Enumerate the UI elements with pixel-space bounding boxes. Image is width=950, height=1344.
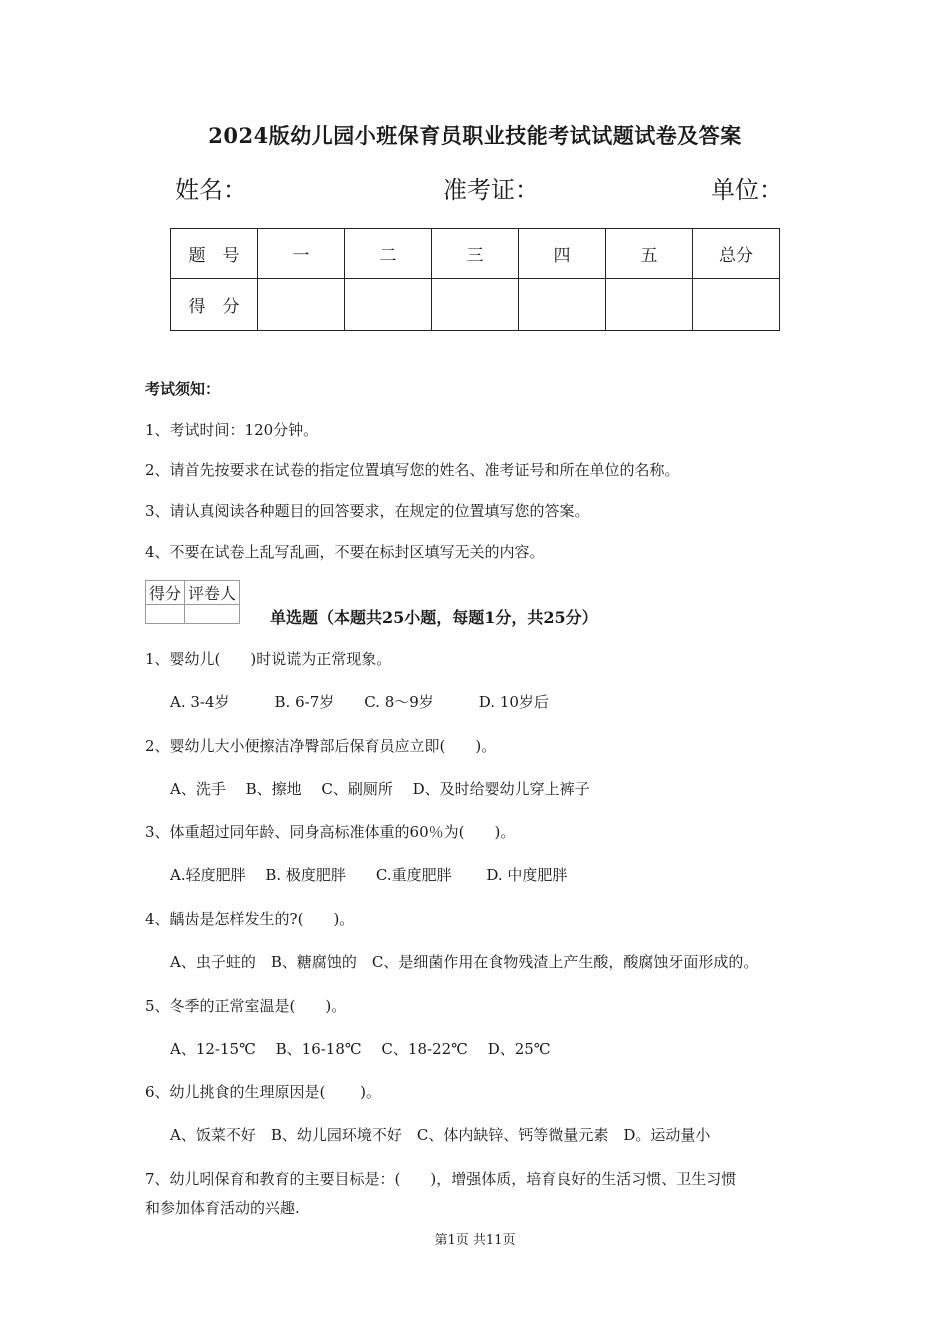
notice-item: 2、请首先按要求在试卷的指定位置填写您的姓名、准考证号和所在单位的名称。	[145, 461, 680, 479]
score-table-cell: 题 号	[171, 229, 258, 279]
question-options: A、虫子蛀的 B、糖腐蚀的 C、是细菌作用在食物残渣上产生酸，酸腐蚀牙面形成的。	[170, 953, 759, 971]
score-input-cell[interactable]	[519, 279, 606, 331]
exam-id-field-label: 准考证：	[443, 176, 539, 204]
score-table	[170, 228, 780, 331]
notice-item: 3、请认真阅读各种题目的回答要求，在规定的位置填写您的答案。	[145, 502, 590, 520]
score-input-cell[interactable]	[432, 279, 519, 331]
score-table-cell: 得 分	[171, 279, 258, 331]
score-table-score-row	[171, 279, 780, 331]
question-text: 6、幼儿挑食的生理原因是( )。	[145, 1083, 382, 1101]
question-options: A、12-15℃ B、16-18℃ C、18-22℃ D、25℃	[170, 1040, 551, 1058]
question-text: 3、体重超过同年龄、同身高标准体重的60％为( )。	[145, 823, 516, 841]
grader-score-cell[interactable]	[146, 605, 185, 624]
name-field-label: 姓名：	[175, 176, 247, 204]
notice-item: 1、考试时间：120分钟。	[145, 421, 319, 439]
grader-name-cell[interactable]	[185, 605, 240, 624]
score-input-cell[interactable]	[345, 279, 432, 331]
question-options: A. 3-4岁 B. 6-7岁 C. 8～9岁 D. 10岁后	[170, 693, 549, 711]
question-options: A、饭菜不好 B、幼儿园环境不好 C、体内缺锌、钙等微量元素 D。运动量小	[170, 1126, 711, 1144]
score-table-cell: 一	[258, 229, 345, 279]
page-title: 2024版幼儿园小班保育员职业技能考试试题试卷及答案	[208, 123, 742, 148]
score-input-cell[interactable]	[606, 279, 693, 331]
question-text: 7、幼儿吲保育和教育的主要目标是：( )，增强体质，培育良好的生活习惯、卫生习惯	[145, 1170, 737, 1188]
question-text: 4、龋齿是怎样发生的?( )。	[145, 910, 355, 928]
notice-heading: 考试须知：	[145, 380, 221, 398]
grader-name-label: 评卷人	[185, 581, 240, 605]
question-text: 2、婴幼儿大小便擦洁净臀部后保育员应立即( )。	[145, 737, 497, 755]
score-table-cell: 五	[606, 229, 693, 279]
section-title: 单选题（本题共25小题，每题1分，共25分）	[270, 608, 598, 627]
grader-box	[145, 580, 240, 624]
score-table-cell: 三	[432, 229, 519, 279]
score-table-cell: 总分	[693, 229, 780, 279]
question-options: A、洗手 B、擦地 C、刷厕所 D、及时给婴幼儿穿上裤子	[170, 780, 590, 798]
question-text-continued: 和参加体育活动的兴趣.	[145, 1199, 300, 1217]
question-options: A.轻度肥胖 B. 极度肥胖 C.重度肥胖 D. 中度肥胖	[170, 866, 568, 884]
score-input-cell[interactable]	[258, 279, 345, 331]
unit-field-label: 单位：	[711, 176, 783, 204]
page-footer: 第1页 共11页	[434, 1233, 516, 1248]
score-table-header-row	[171, 229, 780, 279]
notice-item: 4、不要在试卷上乱写乱画，不要在标封区填写无关的内容。	[145, 543, 545, 561]
question-text: 5、冬季的正常室温是( )。	[145, 997, 347, 1015]
score-input-cell[interactable]	[693, 279, 780, 331]
grader-score-label: 得分	[146, 581, 185, 605]
question-text: 1、婴幼儿( )时说谎为正常现象。	[145, 650, 392, 668]
score-table-cell: 四	[519, 229, 606, 279]
score-table-cell: 二	[345, 229, 432, 279]
